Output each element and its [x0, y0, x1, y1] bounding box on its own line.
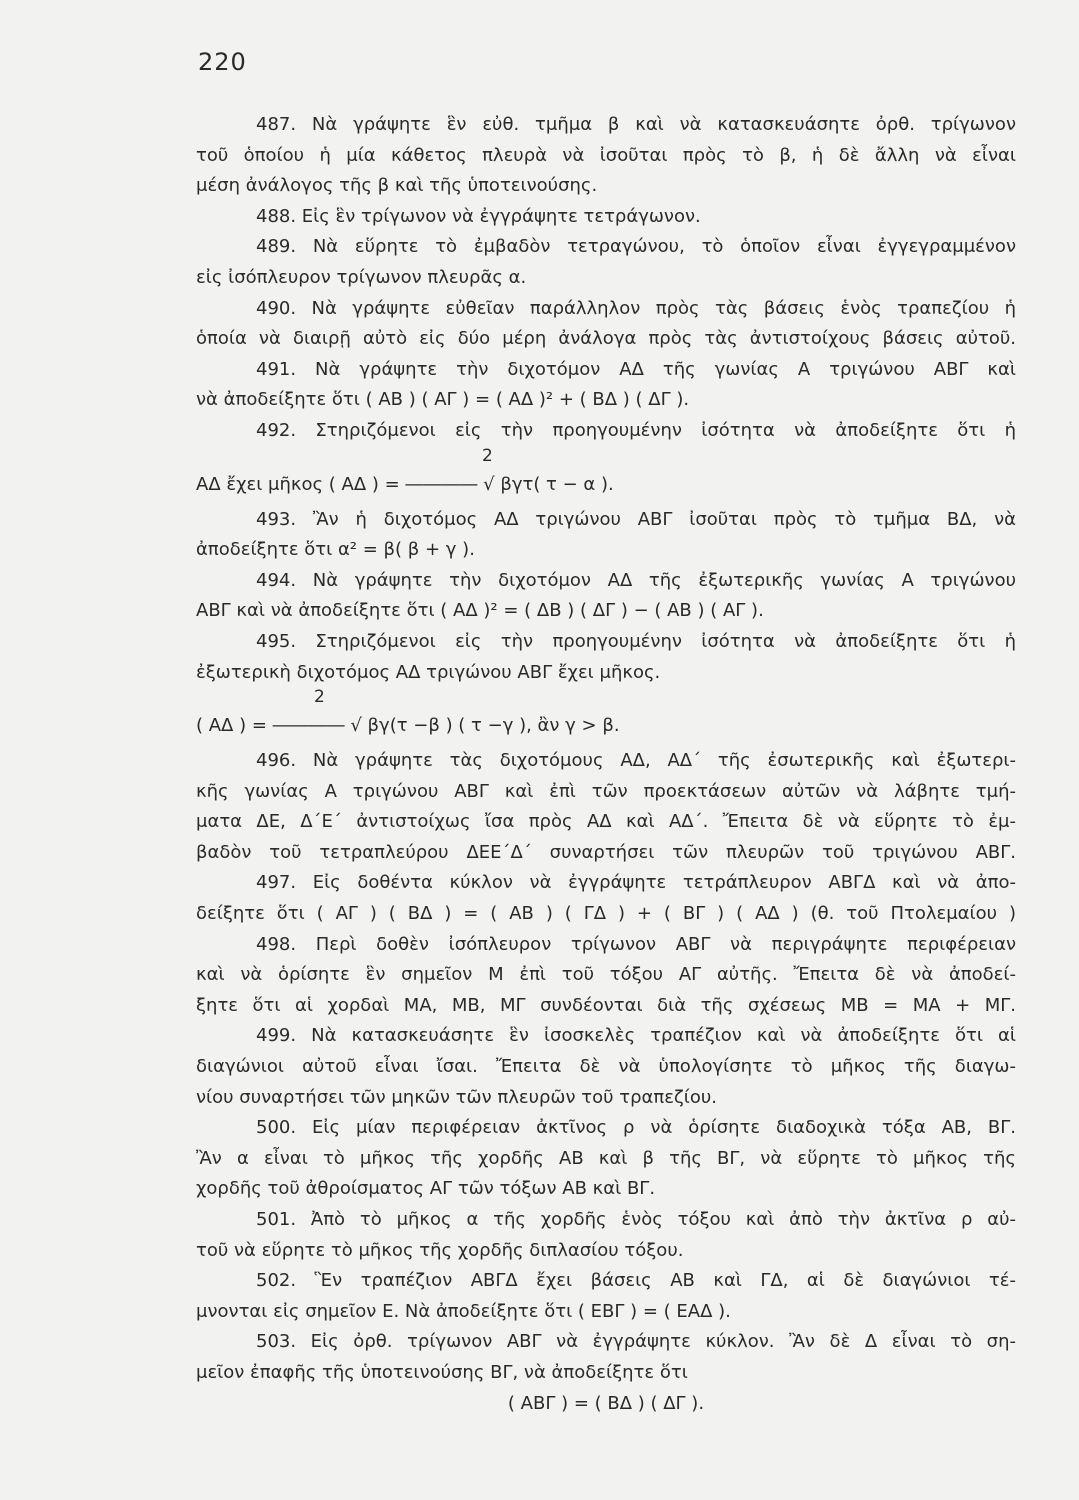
text-line: 499. Νὰ κατασκευάσητε ἓν ἰσοσκελὲς τραπέζιον καὶ νὰ ἀποδείξητε ὅτι αἱ: [256, 1025, 1016, 1047]
text-line: 488. Εἰς ἓν τρίγωνον νὰ ἐγγράψητε τετράγωνον.: [256, 205, 701, 227]
text-line: 502. Ἓν τραπέζιον ΑΒΓΔ ἔχει βάσεις ΑΒ καὶ ΓΔ, αἱ δὲ διαγώνιοι τέ-: [256, 1270, 1016, 1292]
text-line: ματα ΔΕ, Δ΄Ε΄ ἀντιστοίχως ἴσα πρὸς ΑΔ καὶ ΑΔ΄. Ἔπειτα δὲ νὰ εὕρητε τὸ ἐμ-: [196, 811, 1016, 833]
text-line: 503. Εἰς ὀρθ. τρίγωνον ΑΒΓ νὰ ἐγγράψητε κύκλον. Ἂν δὲ Δ εἶναι τὸ ση-: [256, 1331, 1016, 1353]
text-line: διαγώνιοι αὐτοῦ εἶναι ἴσαι. Ἔπειτα δὲ νὰ ὑπολογίσητε τὸ μῆκος τῆς διαγω-: [196, 1056, 1016, 1078]
text-line: χορδῆς τοῦ ἀθροίσματος ΑΓ τῶν τόξων ΑΒ καὶ ΒΓ.: [196, 1178, 656, 1200]
text-line: μνονται εἰς σημεῖον Ε. Νὰ ἀποδείξητε ὅτι ( ΕΒΓ ) = ( ΕΑΔ ).: [196, 1300, 731, 1322]
text-line: μεῖον ἐπαφῆς τῆς ὑποτεινούσης ΒΓ, νὰ ἀποδείξητε ὅτι: [196, 1361, 688, 1383]
text-line: 494. Νὰ γράψητε τὴν διχοτόμον ΑΔ τῆς ἐξωτερικῆς γωνίας Α τριγώνου: [256, 569, 1016, 591]
text-line: τοῦ ὁποίου ἡ μία κάθετος πλευρὰ νὰ ἰσοῦται πρὸς τὸ β, ἡ δὲ ἄλλη νὰ εἶναι: [196, 144, 1016, 166]
text-line: 493. Ἂν ἡ διχοτόμος ΑΔ τριγώνου ΑΒΓ ἰσοῦται πρὸς τὸ τμῆμα ΒΔ, νὰ: [256, 508, 1016, 530]
text-line: 489. Νὰ εὕρητε τὸ ἐμβαδὸν τετραγώνου, τὸ ὁποῖον εἶναι ἐγγεγραμμένον: [256, 236, 1016, 258]
text-line: καὶ νὰ ὁρίσητε ἓν σημεῖον Μ ἐπὶ τοῦ τόξου ΑΓ αὐτῆς. Ἔπειτα δὲ νὰ ἀποδεί-: [196, 964, 1016, 986]
text-line: ἀποδείξητε ὅτι α² = β( β + γ ).: [196, 539, 475, 561]
text-line: εἰς ἰσόπλευρον τρίγωνον πλευρᾶς α.: [196, 266, 527, 288]
text-line: ΑΔ ἔχει μῆκος ( ΑΔ ) = ―――― √ βγτ( τ − α ).: [196, 473, 614, 495]
text-line: ἐξωτερικὴ διχοτόμος ΑΔ τριγώνου ΑΒΓ ἔχει μῆκος.: [196, 661, 661, 683]
text-line: νὰ ἀποδείξητε ὅτι ( ΑΒ ) ( ΑΓ ) = ( ΑΔ )² + ( ΒΔ ) ( ΔΓ ).: [196, 389, 690, 411]
text-line: 495. Στηριζόμενοι εἰς τὴν προηγουμένην ἰσότητα νὰ ἀποδείξητε ὅτι ἡ: [256, 630, 1016, 652]
text-line: 496. Νὰ γράψητε τὰς διχοτόμους ΑΔ, ΑΔ΄ τῆς ἐσωτερικῆς καὶ ἐξωτερι-: [256, 750, 1016, 772]
text-line: τοῦ νὰ εὕρητε τὸ μῆκος τῆς χορδῆς διπλασίου τόξου.: [196, 1239, 684, 1261]
text-line: 490. Νὰ γράψητε εὐθεῖαν παράλληλον πρὸς τὰς βάσεις ἑνὸς τραπεζίου ἡ: [256, 297, 1016, 319]
text-line: Ἂν α εἶναι τὸ μῆκος τῆς χορδῆς ΑΒ καὶ β τῆς ΒΓ, νὰ εὕρητε τὸ μῆκος τῆς: [196, 1147, 1016, 1169]
text-line: ὁποία νὰ διαιρῇ αὐτὸ εἰς δύο μέρη ἀνάλογα πρὸς τὰς ἀντιστοίχους βάσεις αὐτοῦ.: [196, 328, 1016, 350]
text-line: νίου συναρτήσει τῶν μηκῶν τῶν πλευρῶν τοῦ τραπεζίου.: [196, 1086, 717, 1108]
fraction-numerator: 2: [314, 687, 325, 708]
page-number: 220: [198, 48, 247, 76]
text-line: 491. Νὰ γράψητε τὴν διχοτόμον ΑΔ τῆς γωνίας Α τριγώνου ΑΒΓ καὶ: [256, 358, 1016, 380]
text-line: ( ΑΔ ) = ―――― √ βγ(τ −β ) ( τ −γ ), ἂν γ > β.: [196, 715, 620, 737]
text-line: 492. Στηριζόμενοι εἰς τὴν προηγουμένην ἰσότητα νὰ ἀποδείξητε ὅτι ἡ: [256, 419, 1016, 441]
text-line: δείξητε ὅτι ( ΑΓ ) ( ΒΔ ) = ( ΑΒ ) ( ΓΔ ) + ( ΒΓ ) ( ΑΔ ) (θ. τοῦ Πτολεμαίου ): [196, 903, 1016, 925]
text-line: ξητε ὅτι αἱ χορδαὶ ΜΑ, ΜΒ, ΜΓ συνδέονται διὰ τῆς σχέσεως ΜΒ = ΜΑ + ΜΓ.: [196, 994, 1016, 1016]
text-line: κῆς γωνίας Α τριγώνου ΑΒΓ καὶ ἐπὶ τῶν προεκτάσεων αὐτῶν νὰ λάβητε τμή-: [196, 780, 1016, 802]
text-line: 501. Ἀπὸ τὸ μῆκος α τῆς χορδῆς ἑνὸς τόξου καὶ ἀπὸ τὴν ἀκτῖνα ρ αὐ-: [256, 1209, 1016, 1230]
text-line: ( ΑΒΓ ) = ( ΒΔ ) ( ΔΓ ).: [507, 1392, 705, 1414]
text-line: μέση ἀνάλογος τῆς β καὶ τῆς ὑποτεινούσης.: [196, 175, 598, 197]
text-line: 500. Εἰς μίαν περιφέρειαν ἀκτῖνος ρ νὰ ὁρίσητε διαδοχικὰ τόξα ΑΒ, ΒΓ.: [256, 1117, 1016, 1139]
text-line: 497. Εἰς δοθέντα κύκλον νὰ ἐγγράψητε τετράπλευρον ΑΒΓΔ καὶ νὰ ἀπο-: [256, 872, 1016, 894]
text-line: βαδὸν τοῦ τετραπλεύρου ΔΕΕ΄Δ΄ συναρτήσει τῶν πλευρῶν τοῦ τριγώνου ΑΒΓ.: [196, 841, 1016, 863]
text-line: 498. Περὶ δοθὲν ἰσόπλευρον τρίγωνον ΑΒΓ νὰ περιγράψητε περιφέρειαν: [256, 933, 1016, 955]
text-line: 487. Νὰ γράψητε ἓν εὐθ. τμῆμα β καὶ νὰ κατασκευάσητε ὀρθ. τρίγωνον: [256, 114, 1016, 135]
exercise-text: [196, 110, 1016, 1419]
fraction-numerator: 2: [482, 445, 493, 466]
text-line: ΑΒΓ καὶ νὰ ἀποδείξητε ὅτι ( ΑΔ )² = ( ΔΒ ) ( ΔΓ ) − ( ΑΒ ) ( ΑΓ ).: [196, 600, 764, 622]
